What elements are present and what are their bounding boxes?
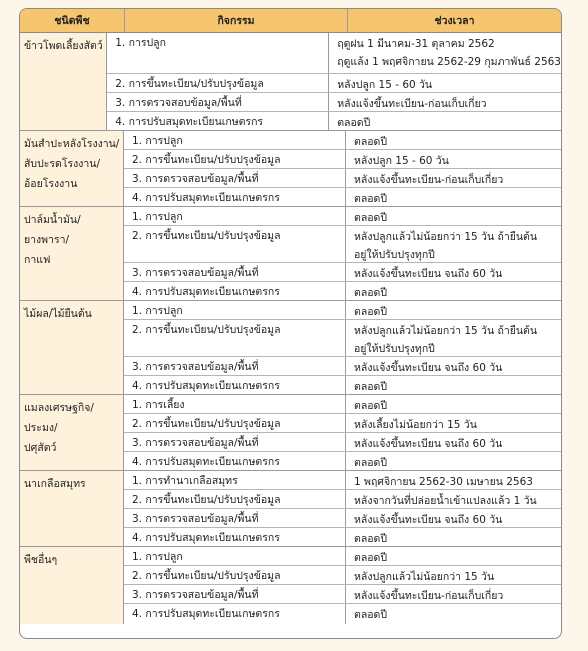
table-row [124,207,561,226]
crop-cell [20,471,124,546]
period-cell [346,471,561,489]
table-row [124,263,561,282]
table-row [124,585,561,604]
table-header [20,9,561,33]
period-cell [329,33,561,73]
period-cell [346,188,561,206]
period-cell [346,509,561,527]
period-line: หลังแจ้งขึ้นทะเบียน-ก่อนเก็บเกี่ยว [337,98,487,110]
table-row [124,357,561,376]
period-cell [346,395,561,413]
crop-cell [20,547,124,624]
period-cell [346,207,561,225]
schedule-table [19,8,562,639]
activity-cell: 1. การปลูก [124,207,346,225]
activity-cell: 1. การเลี้ยง [124,395,346,413]
crop-name-line: นาเกลือสมุทร [24,478,86,490]
crop-cell [20,207,124,300]
table-row [107,33,561,74]
crop-group [20,547,561,624]
table-row [124,320,561,357]
period-cell [346,131,561,149]
period-line: หลังปลูก 15 - 60 วัน [354,155,449,167]
period-line: หลังแจ้งขึ้นทะเบียน-ก่อนเก็บเกี่ยว [354,590,504,602]
crop-group [20,395,561,471]
activity-cell: 2. การขึ้นทะเบียน/ปรับปรุงข้อมูล [124,150,346,168]
table-row [107,112,561,130]
activity-cell: 4. การปรับสมุดทะเบียนเกษตรกร [124,452,346,470]
crop-name-line: ไม้ผล/ไม้ยืนต้น [24,308,92,320]
activity-cell: 4. การปรับสมุดทะเบียนเกษตรกร [124,376,346,394]
period-line: ตลอดปี [354,400,388,412]
crop-group [20,471,561,547]
period-line: ตลอดปี [354,457,388,469]
period-cell [329,74,561,92]
period-line: ตลอดปี [354,212,388,224]
header-crop: ชนิดพืช [20,9,125,32]
period-line: หลังเลี้ยงไม่น้อยกว่า 15 วัน [354,419,477,431]
table-row [124,566,561,585]
activity-cell: 4. การปรับสมุดทะเบียนเกษตรกร [124,188,346,206]
crop-group [20,131,561,207]
period-line: ตลอดปี [354,552,388,564]
activity-cell: 4. การปรับสมุดทะเบียนเกษตรกร [107,112,329,130]
crop-name-line: ปาล์มน้ำมัน/ [24,214,81,226]
activity-cell: 2. การขึ้นทะเบียน/ปรับปรุงข้อมูล [107,74,329,92]
table-row [124,395,561,414]
period-cell [346,169,561,187]
period-line: หลังแจ้งขึ้นทะเบียน จนถึง 60 วัน [354,514,503,526]
period-line: ตลอดปี [354,609,388,621]
period-line: ฤดูฝน 1 มีนาคม-31 ตุลาคม 2562 [337,38,495,50]
activity-cell: 1. การปลูก [124,547,346,565]
table-row [124,301,561,320]
crop-name-line: ข้าวโพดเลี้ยงสัตว์ [24,40,103,52]
table-row [107,93,561,112]
period-line: หลังปลูกแล้วไม่น้อยกว่า 15 วัน ถ้ายืนต้น [354,231,538,243]
crop-group [20,207,561,301]
period-line: หลังปลูกแล้วไม่น้อยกว่า 15 วัน ถ้ายืนต้น [354,325,538,337]
crop-name-line: สับปะรดโรงงาน/ [24,158,100,170]
period-cell [346,150,561,168]
period-cell [346,320,561,356]
crop-cell [20,301,124,394]
crop-name-line: อ้อยโรงงาน [24,178,78,190]
crop-name-line: แมลงเศรษฐกิจ/ [24,402,94,414]
period-cell [346,547,561,565]
period-line: ตลอดปี [354,193,388,205]
period-line: 1 พฤศจิกายน 2562-30 เมษายน 2563 [354,476,533,488]
activity-cell: 2. การขึ้นทะเบียน/ปรับปรุงข้อมูล [124,490,346,508]
period-line: หลังจากวันที่ปล่อยน้ำเข้าแปลงแล้ว 1 วัน [354,495,537,507]
period-cell [346,263,561,281]
period-line: อยู่ให้ปรับปรุงทุกปี [354,249,435,261]
table-row [124,433,561,452]
activity-cell: 2. การขึ้นทะเบียน/ปรับปรุงข้อมูล [124,414,346,432]
crop-name-line: พืชอื่นๆ [24,554,58,566]
period-cell [346,433,561,451]
period-line: หลังปลูกแล้วไม่น้อยกว่า 15 วัน [354,571,495,583]
period-cell [346,452,561,470]
crop-group [20,301,561,395]
activity-cell: 2. การขึ้นทะเบียน/ปรับปรุงข้อมูล [124,320,346,356]
activity-cell: 3. การตรวจสอบข้อมูล/พื้นที่ [124,509,346,527]
table-row [124,547,561,566]
crop-name-line: มันสำปะหลังโรงงาน/ [24,138,120,150]
period-cell [346,490,561,508]
period-line: หลังปลูก 15 - 60 วัน [337,79,433,91]
period-cell [346,414,561,432]
crop-cell [20,131,124,206]
activity-cell: 2. การขึ้นทะเบียน/ปรับปรุงข้อมูล [124,226,346,262]
table-row [124,471,561,490]
period-line: ตลอดปี [354,136,388,148]
period-cell [346,566,561,584]
period-cell [346,585,561,603]
activity-cell: 1. การปลูก [124,301,346,319]
activity-cell: 3. การตรวจสอบข้อมูล/พื้นที่ [124,263,346,281]
table-body [20,33,561,624]
period-line: หลังแจ้งขึ้นทะเบียน จนถึง 60 วัน [354,362,503,374]
activity-cell: 4. การปรับสมุดทะเบียนเกษตรกร [124,604,346,624]
activity-cell: 3. การตรวจสอบข้อมูล/พื้นที่ [124,169,346,187]
header-period: ช่วงเวลา [434,15,475,27]
header-activity: กิจกรรม [125,9,348,32]
period-line: ฤดูแล้ง 1 พฤศจิกายน 2562-29 กุมภาพันธ์ 2563 [337,56,561,68]
period-line: ตลอดปี [337,117,371,129]
table-row [124,150,561,169]
table-row [124,452,561,470]
activity-cell: 4. การปรับสมุดทะเบียนเกษตรกร [124,282,346,300]
table-row [124,169,561,188]
table-row [124,509,561,528]
period-cell [346,376,561,394]
crop-group [20,33,561,131]
period-line: หลังแจ้งขึ้นทะเบียน-ก่อนเก็บเกี่ยว [354,174,504,186]
period-line: ตลอดปี [354,381,388,393]
table-row [124,490,561,509]
period-line: อยู่ให้ปรับปรุงทุกปี [354,343,435,355]
activity-cell: 2. การขึ้นทะเบียน/ปรับปรุงข้อมูล [124,566,346,584]
period-cell [346,357,561,375]
period-cell [329,93,561,111]
crop-name-line: ยางพารา/ [24,234,70,246]
crop-name-line: กาแฟ [24,254,51,266]
table-row [124,528,561,546]
table-row [124,376,561,394]
activity-cell: 1. การปลูก [107,33,329,73]
period-line: ตลอดปี [354,287,388,299]
crop-name-line: ประมง/ [24,422,58,434]
period-cell [346,301,561,319]
table-row [107,74,561,93]
table-row [124,131,561,150]
activity-cell: 3. การตรวจสอบข้อมูล/พื้นที่ [124,357,346,375]
period-cell [346,528,561,546]
activity-cell: 1. การปลูก [124,131,346,149]
activity-cell: 3. การตรวจสอบข้อมูล/พื้นที่ [124,585,346,603]
crop-cell [20,33,107,130]
table-row [124,282,561,300]
period-line: หลังแจ้งขึ้นทะเบียน จนถึง 60 วัน [354,438,503,450]
activity-cell: 3. การตรวจสอบข้อมูล/พื้นที่ [124,433,346,451]
table-row [124,226,561,263]
period-line: ตลอดปี [354,533,388,545]
table-row [124,604,561,624]
period-cell [346,226,561,262]
activity-cell: 3. การตรวจสอบข้อมูล/พื้นที่ [107,93,329,111]
table-row [124,188,561,206]
period-cell [329,112,561,130]
period-line: หลังแจ้งขึ้นทะเบียน จนถึง 60 วัน [354,268,503,280]
period-cell [346,282,561,300]
period-line: ตลอดปี [354,306,388,318]
activity-cell: 1. การทำนาเกลือสมุทร [124,471,346,489]
crop-name-line: ปศุสัตว์ [24,442,57,454]
period-cell [346,604,561,624]
crop-cell [20,395,124,470]
activity-cell: 4. การปรับสมุดทะเบียนเกษตรกร [124,528,346,546]
table-row [124,414,561,433]
